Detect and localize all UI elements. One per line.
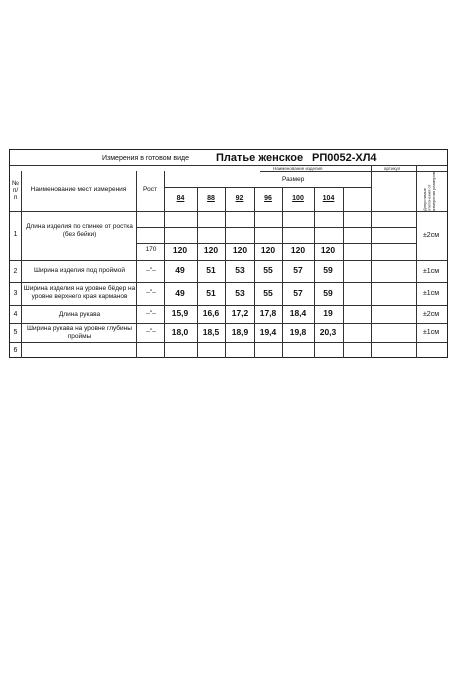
row-number: 1 xyxy=(13,231,18,238)
row1-inner-divider-2 xyxy=(136,243,416,244)
row-height: –"– xyxy=(146,289,156,296)
row-number: 2 xyxy=(13,268,18,275)
size-100: 100 xyxy=(292,195,304,202)
col-divider xyxy=(136,171,137,358)
size-96: 96 xyxy=(264,195,272,202)
cell-value: 57 xyxy=(293,288,303,298)
col-divider xyxy=(343,187,344,358)
cell-value: 59 xyxy=(323,288,333,298)
row-measurement-name: Длина изделия по спинке от ростка (без бейки) xyxy=(26,223,133,239)
col-header-name: Наименование мест измерения xyxy=(30,186,127,193)
row-tolerance: ±2см xyxy=(422,311,440,318)
row-measurement-name: Ширина рукава на уровне глубины проймы xyxy=(27,325,132,341)
cell-value: 55 xyxy=(263,288,273,298)
cell-value: 49 xyxy=(175,265,185,275)
cell-value: 55 xyxy=(263,265,273,275)
row-number: 3 xyxy=(13,290,18,297)
row-divider xyxy=(10,282,447,283)
cell-value: 120 xyxy=(172,245,188,255)
size-header-divider xyxy=(164,187,371,188)
cell-value: 120 xyxy=(203,245,219,255)
cell-value: 19 xyxy=(323,308,333,318)
cell-value: 18,0 xyxy=(171,327,189,337)
row-divider xyxy=(10,342,447,343)
row-height: –"– xyxy=(146,310,156,317)
row1-inner-divider xyxy=(136,227,416,228)
cell-value: 53 xyxy=(235,288,245,298)
row-height: –"– xyxy=(146,267,156,274)
col-header-no: № п/ п xyxy=(12,180,19,202)
row-height: –"– xyxy=(146,328,156,335)
row-number: 4 xyxy=(13,311,18,318)
col-divider xyxy=(314,187,315,358)
product-title: Платье женское xyxy=(216,152,304,164)
row-tolerance: ±1см xyxy=(422,290,440,297)
cell-value: 49 xyxy=(175,288,185,298)
cell-value: 51 xyxy=(206,288,216,298)
row-number: 5 xyxy=(13,329,18,336)
cell-value: 18,5 xyxy=(202,327,220,337)
cell-value: 15,9 xyxy=(171,308,189,318)
header-divider xyxy=(10,165,447,166)
column-header-divider xyxy=(10,211,447,212)
cell-value: 18,4 xyxy=(289,308,307,318)
cell-value: 17,8 xyxy=(259,308,277,318)
article-caption: артикул xyxy=(384,166,401,171)
cell-value: 18,9 xyxy=(231,327,249,337)
col-header-tolerance: Допустимые отклонения от измерения размеров xyxy=(422,172,436,211)
cell-value: 57 xyxy=(293,265,303,275)
row-divider xyxy=(10,305,447,306)
col-divider xyxy=(254,187,255,358)
cell-value: 59 xyxy=(323,265,333,275)
cell-value: 120 xyxy=(260,245,276,255)
col-header-height: Рост xyxy=(143,186,157,193)
cell-value: 120 xyxy=(290,245,306,255)
col-divider xyxy=(282,187,283,358)
row-measurement-name: Ширина изделия под проймой xyxy=(34,267,125,274)
size-104: 104 xyxy=(322,195,335,202)
cell-value: 19,4 xyxy=(259,327,277,337)
row-tolerance: ±2см xyxy=(422,232,440,239)
cell-value: 120 xyxy=(232,245,248,255)
size-84: 84 xyxy=(176,195,185,202)
col-divider xyxy=(225,187,226,358)
row-measurement-name: Ширина изделия на уровне бёдер на уровне верхнего края карманов xyxy=(23,285,136,301)
cell-value: 17,2 xyxy=(231,308,249,318)
col-divider xyxy=(371,165,372,358)
row-measurement-name: Длина рукава xyxy=(58,311,101,318)
col-divider xyxy=(21,171,22,358)
product-name-caption: Наименование изделия xyxy=(273,166,323,171)
col-header-size: Размер xyxy=(282,176,305,183)
article-number: РП0052-ХЛ4 xyxy=(312,152,377,164)
row-height: 170 xyxy=(145,246,157,253)
size-92: 92 xyxy=(235,195,244,202)
measurements-label: Измерения в готовом виде xyxy=(102,155,189,162)
row-divider xyxy=(10,323,447,324)
cell-value: 16,6 xyxy=(202,308,220,318)
row-tolerance: ±1см xyxy=(422,268,440,275)
size-88: 88 xyxy=(207,195,215,202)
row-number: 6 xyxy=(13,347,18,354)
cell-value: 53 xyxy=(235,265,245,275)
col-divider xyxy=(197,187,198,358)
row-tolerance: ±1см xyxy=(422,329,440,336)
cell-value: 19,8 xyxy=(289,327,307,337)
cell-value: 20,3 xyxy=(319,327,337,337)
cell-value: 51 xyxy=(206,265,216,275)
measurement-table xyxy=(9,149,448,358)
cell-value: 120 xyxy=(320,245,336,255)
col-divider xyxy=(416,165,417,358)
row-divider xyxy=(10,260,447,261)
